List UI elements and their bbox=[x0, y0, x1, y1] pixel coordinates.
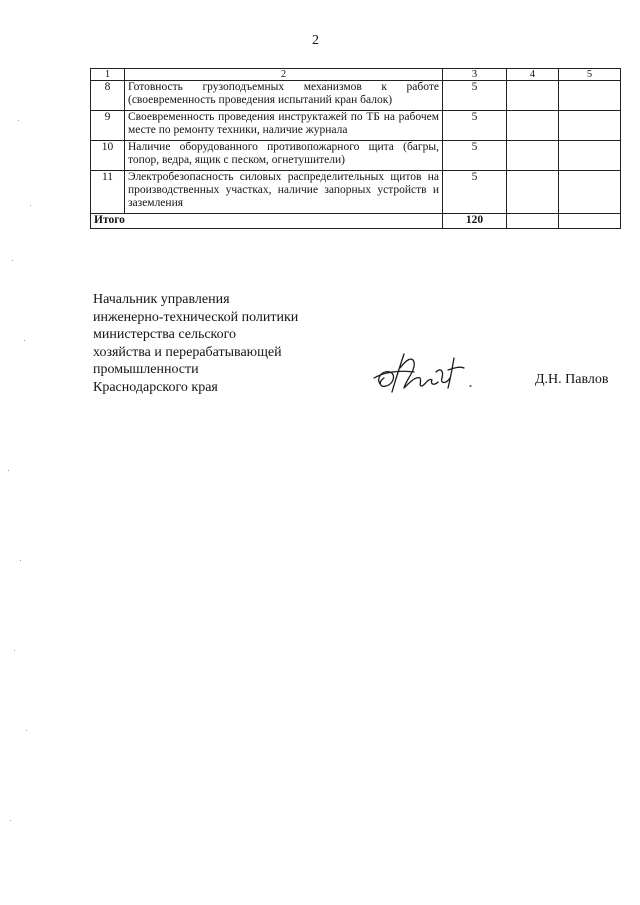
empty-cell bbox=[559, 111, 621, 141]
score-cell: 5 bbox=[443, 111, 507, 141]
empty-cell bbox=[559, 171, 621, 214]
column-header: 2 bbox=[125, 69, 443, 81]
position-line: промышленности bbox=[93, 362, 199, 377]
table-row bbox=[91, 171, 621, 214]
position-line: министерства сельского bbox=[93, 327, 237, 342]
column-header: 5 bbox=[559, 69, 621, 81]
row-number: 9 bbox=[91, 111, 125, 141]
table-row bbox=[91, 111, 621, 141]
row-number: 11 bbox=[91, 171, 125, 214]
row-number: 8 bbox=[91, 81, 125, 111]
empty-cell bbox=[507, 214, 559, 229]
row-number: 10 bbox=[91, 141, 125, 171]
empty-cell bbox=[559, 81, 621, 111]
score-cell: 5 bbox=[443, 81, 507, 111]
scan-speck bbox=[10, 820, 11, 821]
scan-speck bbox=[30, 205, 31, 206]
signer-name: Д.Н. Павлов bbox=[535, 372, 609, 387]
criterion-text: Наличие оборудованного противопожарного щита (багры, топор, ведра, ящик с песком, огнетушители) bbox=[125, 141, 443, 171]
scan-speck bbox=[26, 730, 27, 731]
scan-speck bbox=[20, 560, 21, 561]
empty-cell bbox=[507, 141, 559, 171]
position-line: Начальник управления bbox=[93, 292, 230, 307]
position-line: хозяйства и перерабатывающей bbox=[93, 344, 282, 360]
column-header: 3 bbox=[443, 69, 507, 81]
empty-cell bbox=[559, 214, 621, 229]
empty-cell bbox=[507, 111, 559, 141]
criterion-text: Своевременность проведения инструктажей по ТБ на рабочем месте по ремонту техники, наличие журнала bbox=[125, 111, 443, 141]
total-row bbox=[91, 214, 621, 229]
evaluation-table bbox=[90, 68, 621, 229]
scan-speck bbox=[24, 340, 25, 341]
signer-position bbox=[93, 291, 298, 396]
position-line: Краснодарского края bbox=[93, 379, 218, 395]
column-header: 1 bbox=[91, 69, 125, 81]
total-score: 120 bbox=[443, 214, 507, 229]
table-row bbox=[91, 81, 621, 111]
total-label: Итого bbox=[91, 214, 443, 229]
scan-speck bbox=[14, 650, 15, 651]
table-row bbox=[91, 141, 621, 171]
scan-speck bbox=[18, 120, 19, 121]
page-number: 2 bbox=[312, 33, 319, 48]
table-header-row bbox=[91, 69, 621, 81]
score-cell: 5 bbox=[443, 171, 507, 214]
column-header: 4 bbox=[507, 69, 559, 81]
criterion-text: Готовность грузоподъемных механизмов к работе (своевременность проведения испытаний кран балок) bbox=[125, 81, 443, 111]
scan-speck bbox=[8, 470, 9, 471]
empty-cell bbox=[559, 141, 621, 171]
score-cell: 5 bbox=[443, 141, 507, 171]
empty-cell bbox=[507, 171, 559, 214]
position-line: инженерно-технической политики bbox=[93, 309, 299, 325]
handwritten-signature bbox=[370, 348, 480, 398]
scan-speck bbox=[12, 260, 13, 261]
empty-cell bbox=[507, 81, 559, 111]
criterion-text: Электробезопасность силовых распределительных щитов на производственных участках, наличие запорных устройств и заземления bbox=[125, 171, 443, 214]
